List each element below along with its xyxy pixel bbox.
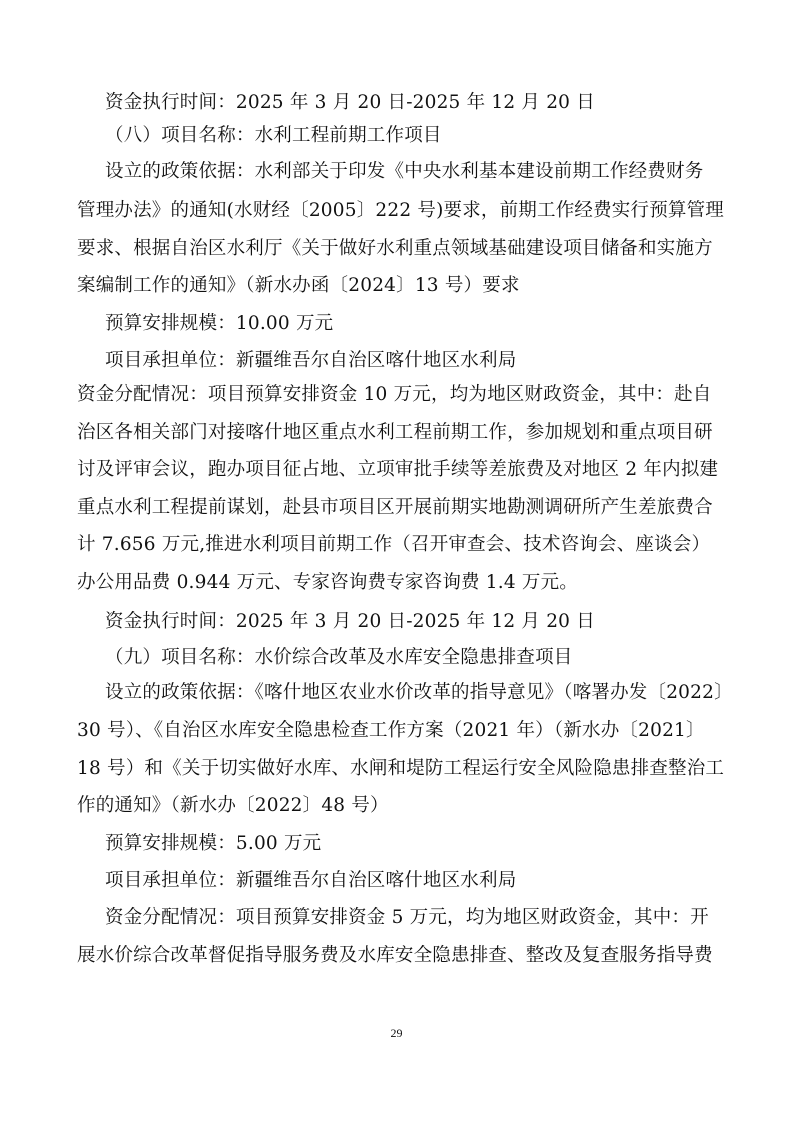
fund-allocation-9-line-1: 资金分配情况：项目预算安排资金 5 万元，均为地区财政资金，其中：开 xyxy=(105,907,709,928)
section-heading-9: （九）项目名称：水价综合改革及水库安全隐患排查项目 xyxy=(105,647,573,668)
fund-allocation-8-line-4: 重点水利工程提前谋划，赴县市项目区开展前期实地勘测调研所产生差旅费合 xyxy=(77,497,713,518)
responsible-unit-9: 项目承担单位：新疆维吾尔自治区喀什地区水利局 xyxy=(105,870,517,891)
section-heading-8: （八）项目名称：水利工程前期工作项目 xyxy=(105,125,442,146)
policy-basis-9-line-3: 18 号）和《关于切实做好水库、水闸和堤防工程运行安全风险隐患排查整治工 xyxy=(77,758,725,779)
budget-scale-9: 预算安排规模：5.00 万元 xyxy=(105,833,322,854)
page-number: 29 xyxy=(390,1026,403,1040)
fund-allocation-8-line-5: 计 7.656 万元,推进水利项目前期工作（召开审查会、技术咨询会、座谈会） xyxy=(77,534,711,555)
fund-allocation-8-line-2: 治区各相关部门对接喀什地区重点水利工程前期工作，参加规划和重点项目研 xyxy=(77,422,713,443)
fund-allocation-8-line-3: 讨及评审会议，跑办项目征占地、立项审批手续等差旅费及对地区 2 年内拟建 xyxy=(77,459,719,480)
fund-execution-time-8: 资金执行时间：2025 年 3 月 20 日-2025 年 12 月 20 日 xyxy=(105,92,595,113)
responsible-unit-8: 项目承担单位：新疆维吾尔自治区喀什地区水利局 xyxy=(105,350,517,371)
policy-basis-8-line-1: 设立的政策依据：水利部关于印发《中央水利基本建设前期工作经费财务 xyxy=(105,161,704,182)
policy-basis-9-line-4: 作的通知》（新水办〔2022〕48 号） xyxy=(77,795,389,816)
policy-basis-8-line-4: 案编制工作的通知》（新水办函〔2024〕13 号）要求 xyxy=(77,275,520,296)
fund-allocation-8-line-1: 资金分配情况：项目预算安排资金 10 万元，均为地区财政资金，其中：赴自 xyxy=(77,384,712,405)
budget-scale-8: 预算安排规模：10.00 万元 xyxy=(105,313,334,334)
fund-allocation-8-line-6: 办公用品费 0.944 万元、专家咨询费专家咨询费 1.4 万元。 xyxy=(77,572,579,593)
fund-execution-time-8b: 资金执行时间：2025 年 3 月 20 日-2025 年 12 月 20 日 xyxy=(105,611,595,632)
fund-allocation-9-line-2: 展水价综合改革督促指导服务费及水库安全隐患排查、整改及复查服务指导费 xyxy=(77,945,713,966)
policy-basis-9-line-2: 30 号）、《自治区水库安全隐患检查工作方案（2021 年）（新水办〔2021〕 xyxy=(77,720,705,741)
policy-basis-9-line-1: 设立的政策依据：《喀什地区农业水价改革的指导意见》（喀署办发〔2022〕 xyxy=(105,682,733,703)
policy-basis-8-line-3: 要求、根据自治区水利厅《关于做好水利重点领域基础建设项目储备和实施方 xyxy=(77,238,713,259)
policy-basis-8-line-2: 管理办法》的通知(水财经〔2005〕222 号)要求，前期工作经费实行预算管理 xyxy=(77,200,725,221)
